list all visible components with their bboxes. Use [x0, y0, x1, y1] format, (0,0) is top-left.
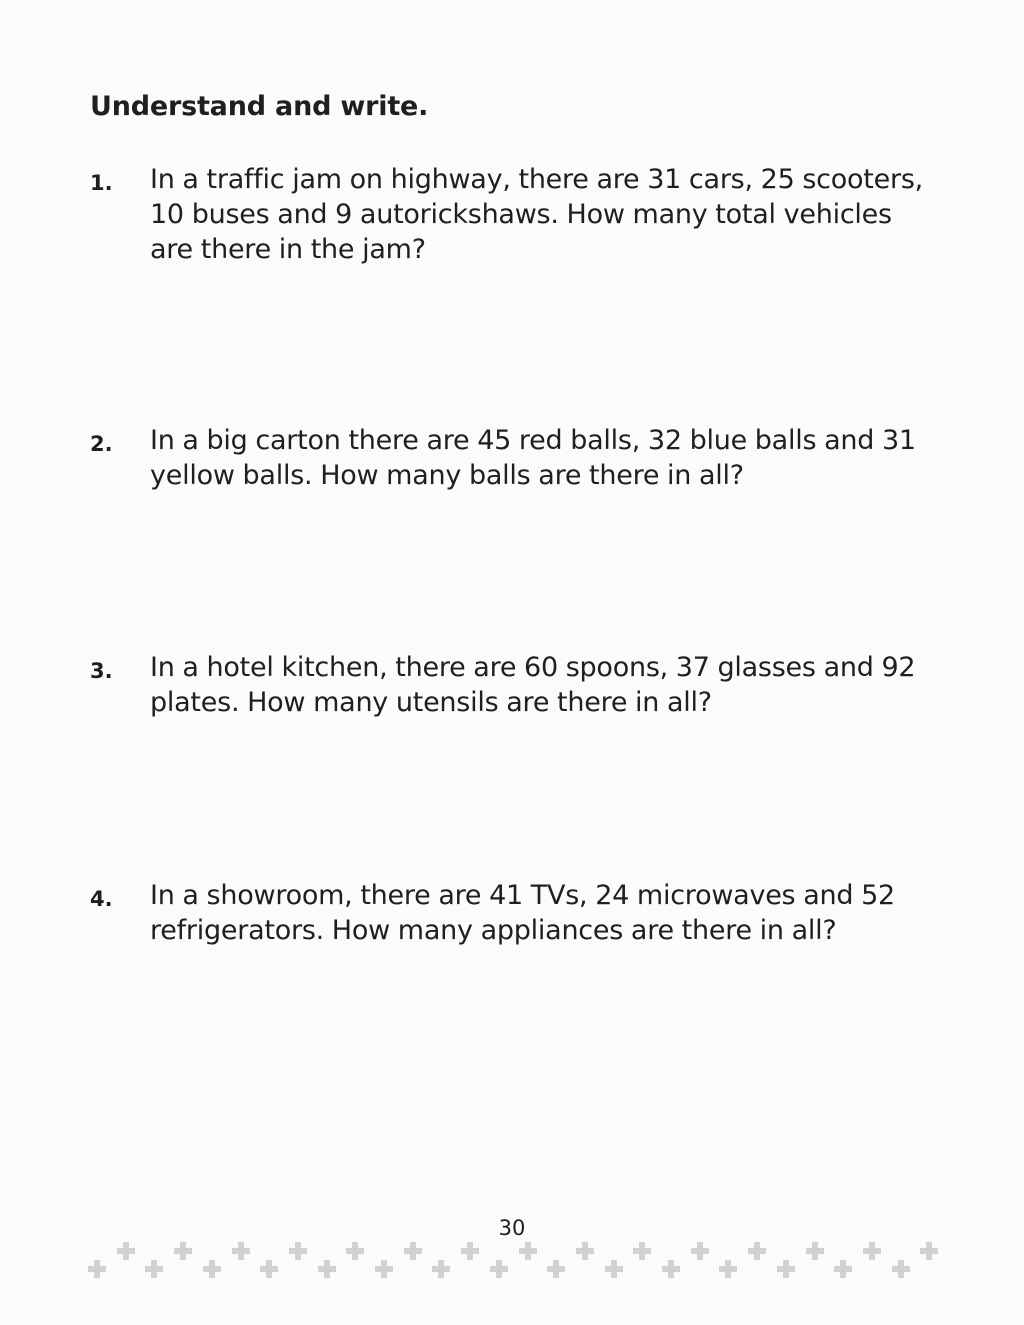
plus-icon [662, 1260, 680, 1278]
question-number: 2. [90, 432, 113, 456]
plus-pattern-decoration [88, 1242, 940, 1287]
question-number: 3. [90, 659, 113, 683]
question-number: 1. [90, 171, 113, 195]
plus-icon [88, 1260, 106, 1278]
plus-icon [605, 1260, 623, 1278]
plus-icon [748, 1242, 766, 1260]
plus-icon [404, 1242, 422, 1260]
plus-icon [863, 1242, 881, 1260]
plus-icon [892, 1260, 910, 1278]
plus-icon [432, 1260, 450, 1278]
question-text: In a big carton there are 45 red balls, 32 blue balls and 31 yellow balls. How many balls are there in all? [150, 425, 916, 491]
plus-icon [547, 1260, 565, 1278]
worksheet-heading: Understand and write. [90, 91, 429, 122]
plus-icon [519, 1242, 537, 1260]
plus-icon [834, 1260, 852, 1278]
plus-icon [117, 1242, 135, 1260]
plus-icon [232, 1242, 250, 1260]
plus-icon [260, 1260, 278, 1278]
plus-icon [806, 1242, 824, 1260]
plus-icon [145, 1260, 163, 1278]
plus-icon [203, 1260, 221, 1278]
page-number: 30 [498, 1216, 526, 1240]
question-text: In a traffic jam on highway, there are 31 cars, 25 scooters, 10 buses and 9 autorickshaws. How many total vehicles are there in the jam? [150, 164, 923, 265]
plus-icon [490, 1260, 508, 1278]
plus-icon [920, 1242, 938, 1260]
plus-icon [777, 1260, 795, 1278]
question-number: 4. [90, 887, 113, 911]
plus-icon [719, 1260, 737, 1278]
plus-icon [375, 1260, 393, 1278]
question-text: In a hotel kitchen, there are 60 spoons, 37 glasses and 92 plates. How many utensils are there in all? [150, 652, 916, 718]
plus-icon [633, 1242, 651, 1260]
plus-icon [576, 1242, 594, 1260]
plus-icon [461, 1242, 479, 1260]
question-text: In a showroom, there are 41 TVs, 24 microwaves and 52 refrigerators. How many appliances are there in all? [150, 880, 895, 946]
plus-icon [346, 1242, 364, 1260]
plus-icon [691, 1242, 709, 1260]
plus-icon [318, 1260, 336, 1278]
plus-icon [289, 1242, 307, 1260]
plus-icon [174, 1242, 192, 1260]
